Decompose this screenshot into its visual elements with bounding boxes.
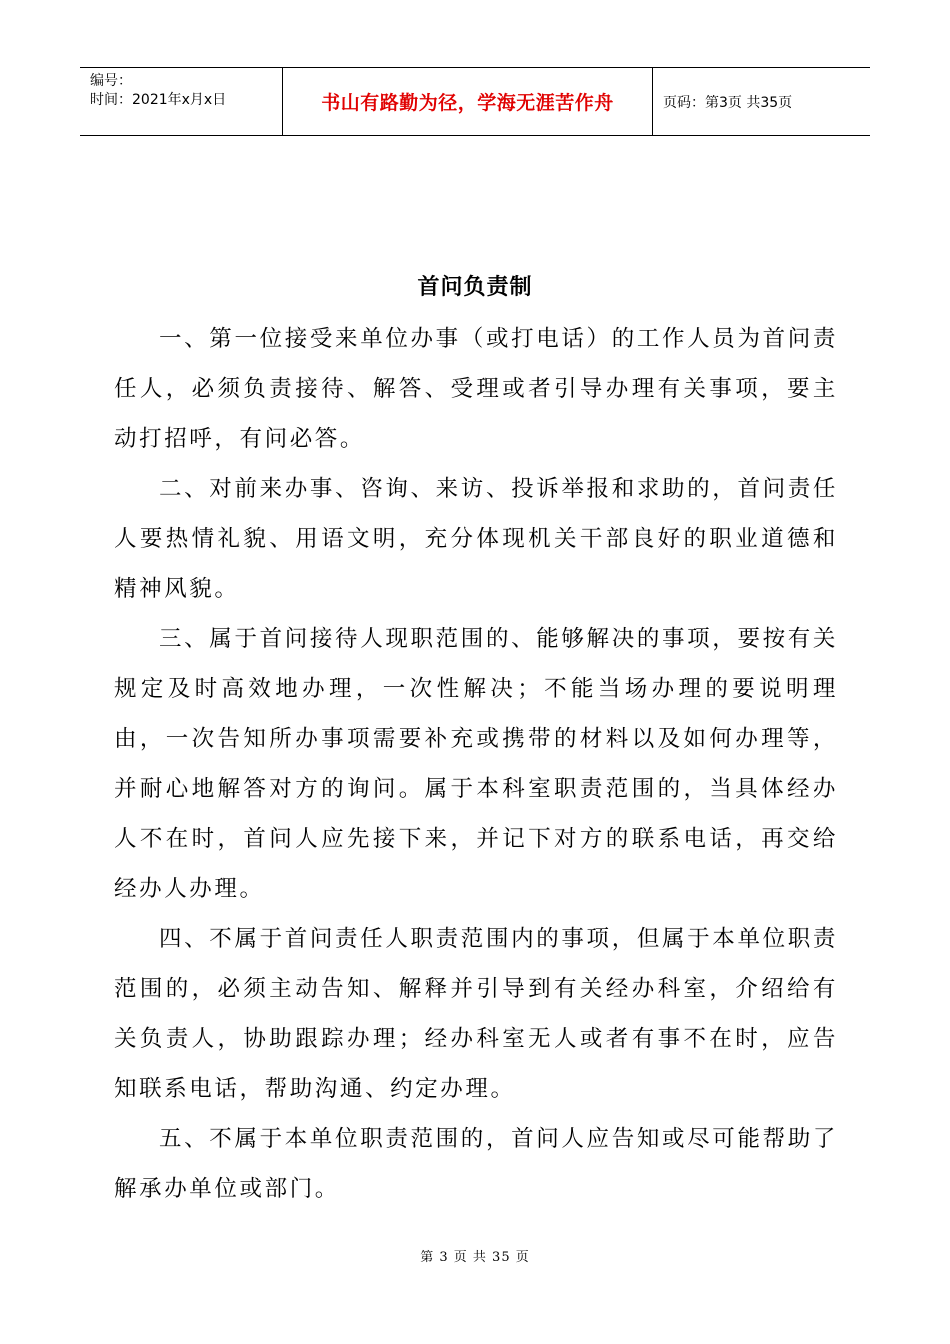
date-label: 时间：2021年x月x日 (90, 92, 227, 108)
document-body (114, 314, 838, 1214)
paragraph-4: 四、不属于首问责任人职责范围内的事项，但属于本单位职责范围的，必须主动告知、解释并引导到有关经办科室，介绍给有关负责人，协助跟踪办理；经办科室无人或者有事不在时，应告知联系电话，帮助沟通、约定办理。 (114, 926, 838, 1102)
page-footer: 第 3 页 共 35 页 (420, 1250, 530, 1265)
paragraph-3: 三、属于首问接待人现职范围的、能够解决的事项，要按有关规定及时高效地办理，一次性解决；不能当场办理的要说明理由，一次告知所办事项需要补充或携带的材料以及如何办理等，并耐心地解答对方的询问。属于本科室职责范围的，当具体经办人不在时，首问人应先接下来，并记下对方的联系电话，再交给经办人办理。 (114, 626, 838, 902)
header-page-info: 页码：第3页 共35页 (663, 94, 793, 111)
header-page-cell (653, 68, 870, 135)
header-meta-cell (80, 68, 283, 135)
paragraph-1: 一、第一位接受来单位办事（或打电话）的工作人员为首问责任人，必须负责接待、解答、受理或者引导办理有关事项，要主动打招呼，有问必答。 (114, 326, 838, 452)
header-motto-cell (283, 68, 653, 135)
number-label: 编号： (90, 73, 132, 89)
paragraph-5: 五、不属于本单位职责范围的，首问人应告知或尽可能帮助了解承办单位或部门。 (114, 1126, 838, 1202)
motto-text: 书山有路勤为径，学海无涯苦作舟 (321, 92, 614, 114)
paragraph-2: 二、对前来办事、咨询、来访、投诉举报和求助的，首问责任人要热情礼貌、用语文明，充分体现机关干部良好的职业道德和精神风貌。 (114, 476, 838, 602)
document-header (80, 67, 870, 136)
page-title: 首问负责制 (417, 275, 533, 300)
